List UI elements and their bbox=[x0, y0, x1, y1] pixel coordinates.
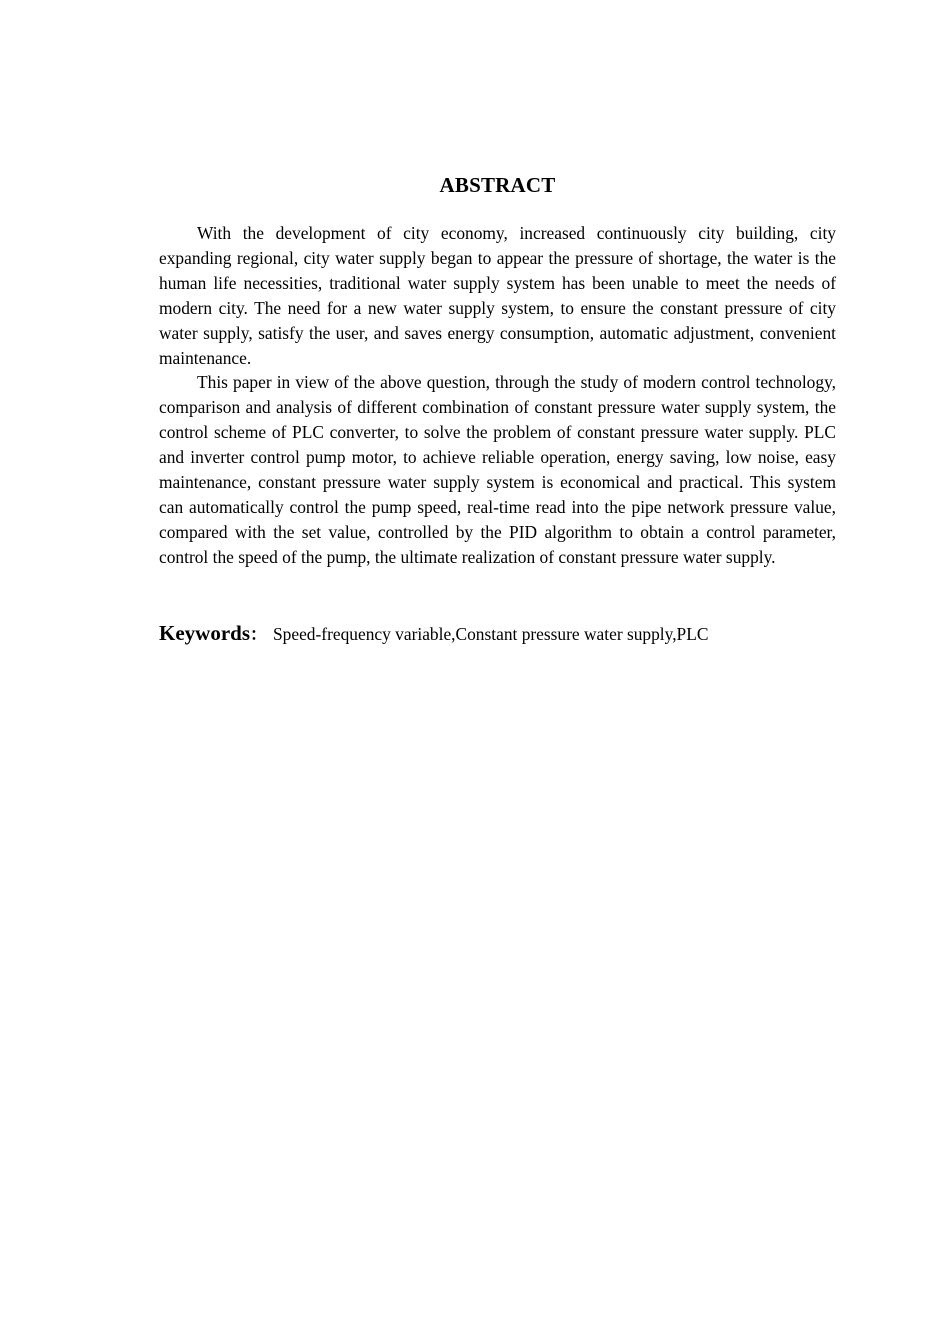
keywords-line bbox=[159, 620, 836, 648]
abstract-title: ABSTRACT bbox=[439, 173, 556, 197]
abstract-section bbox=[159, 170, 836, 648]
keywords-separator: ： bbox=[250, 624, 267, 644]
abstract-paragraph-1: With the development of city economy, increased continuously city building, city expanding regional, city water supply began to appear the pressure of shortage, the water is the human life necessities, traditional water supply system has been unable to meet the needs of modern city. The need for a new water supply system, to ensure the constant pressure of city water supply, satisfy the user, and saves energy consumption, automatic adjustment, convenient maintenance. bbox=[159, 223, 836, 368]
abstract-paragraph-2: This paper in view of the above question, through the study of modern control technology, comparison and analysis of different combination of constant pressure water supply system, the control scheme of PLC converter, to solve the problem of constant pressure water supply. PLC and inverter control pump motor, to achieve reliable operation, energy saving, low noise, easy maintenance, constant pressure water supply system is economical and practical. This system can automatically control the pump speed, real-time read into the pipe network pressure value, compared with the set value, controlled by the PID algorithm to obtain a control parameter, control the speed of the pump, the ultimate realization of constant pressure water supply. bbox=[159, 372, 836, 567]
keywords-text: Speed-frequency variable,Constant pressure water supply,PLC bbox=[273, 623, 709, 644]
keywords-label: Keywords bbox=[159, 620, 250, 645]
